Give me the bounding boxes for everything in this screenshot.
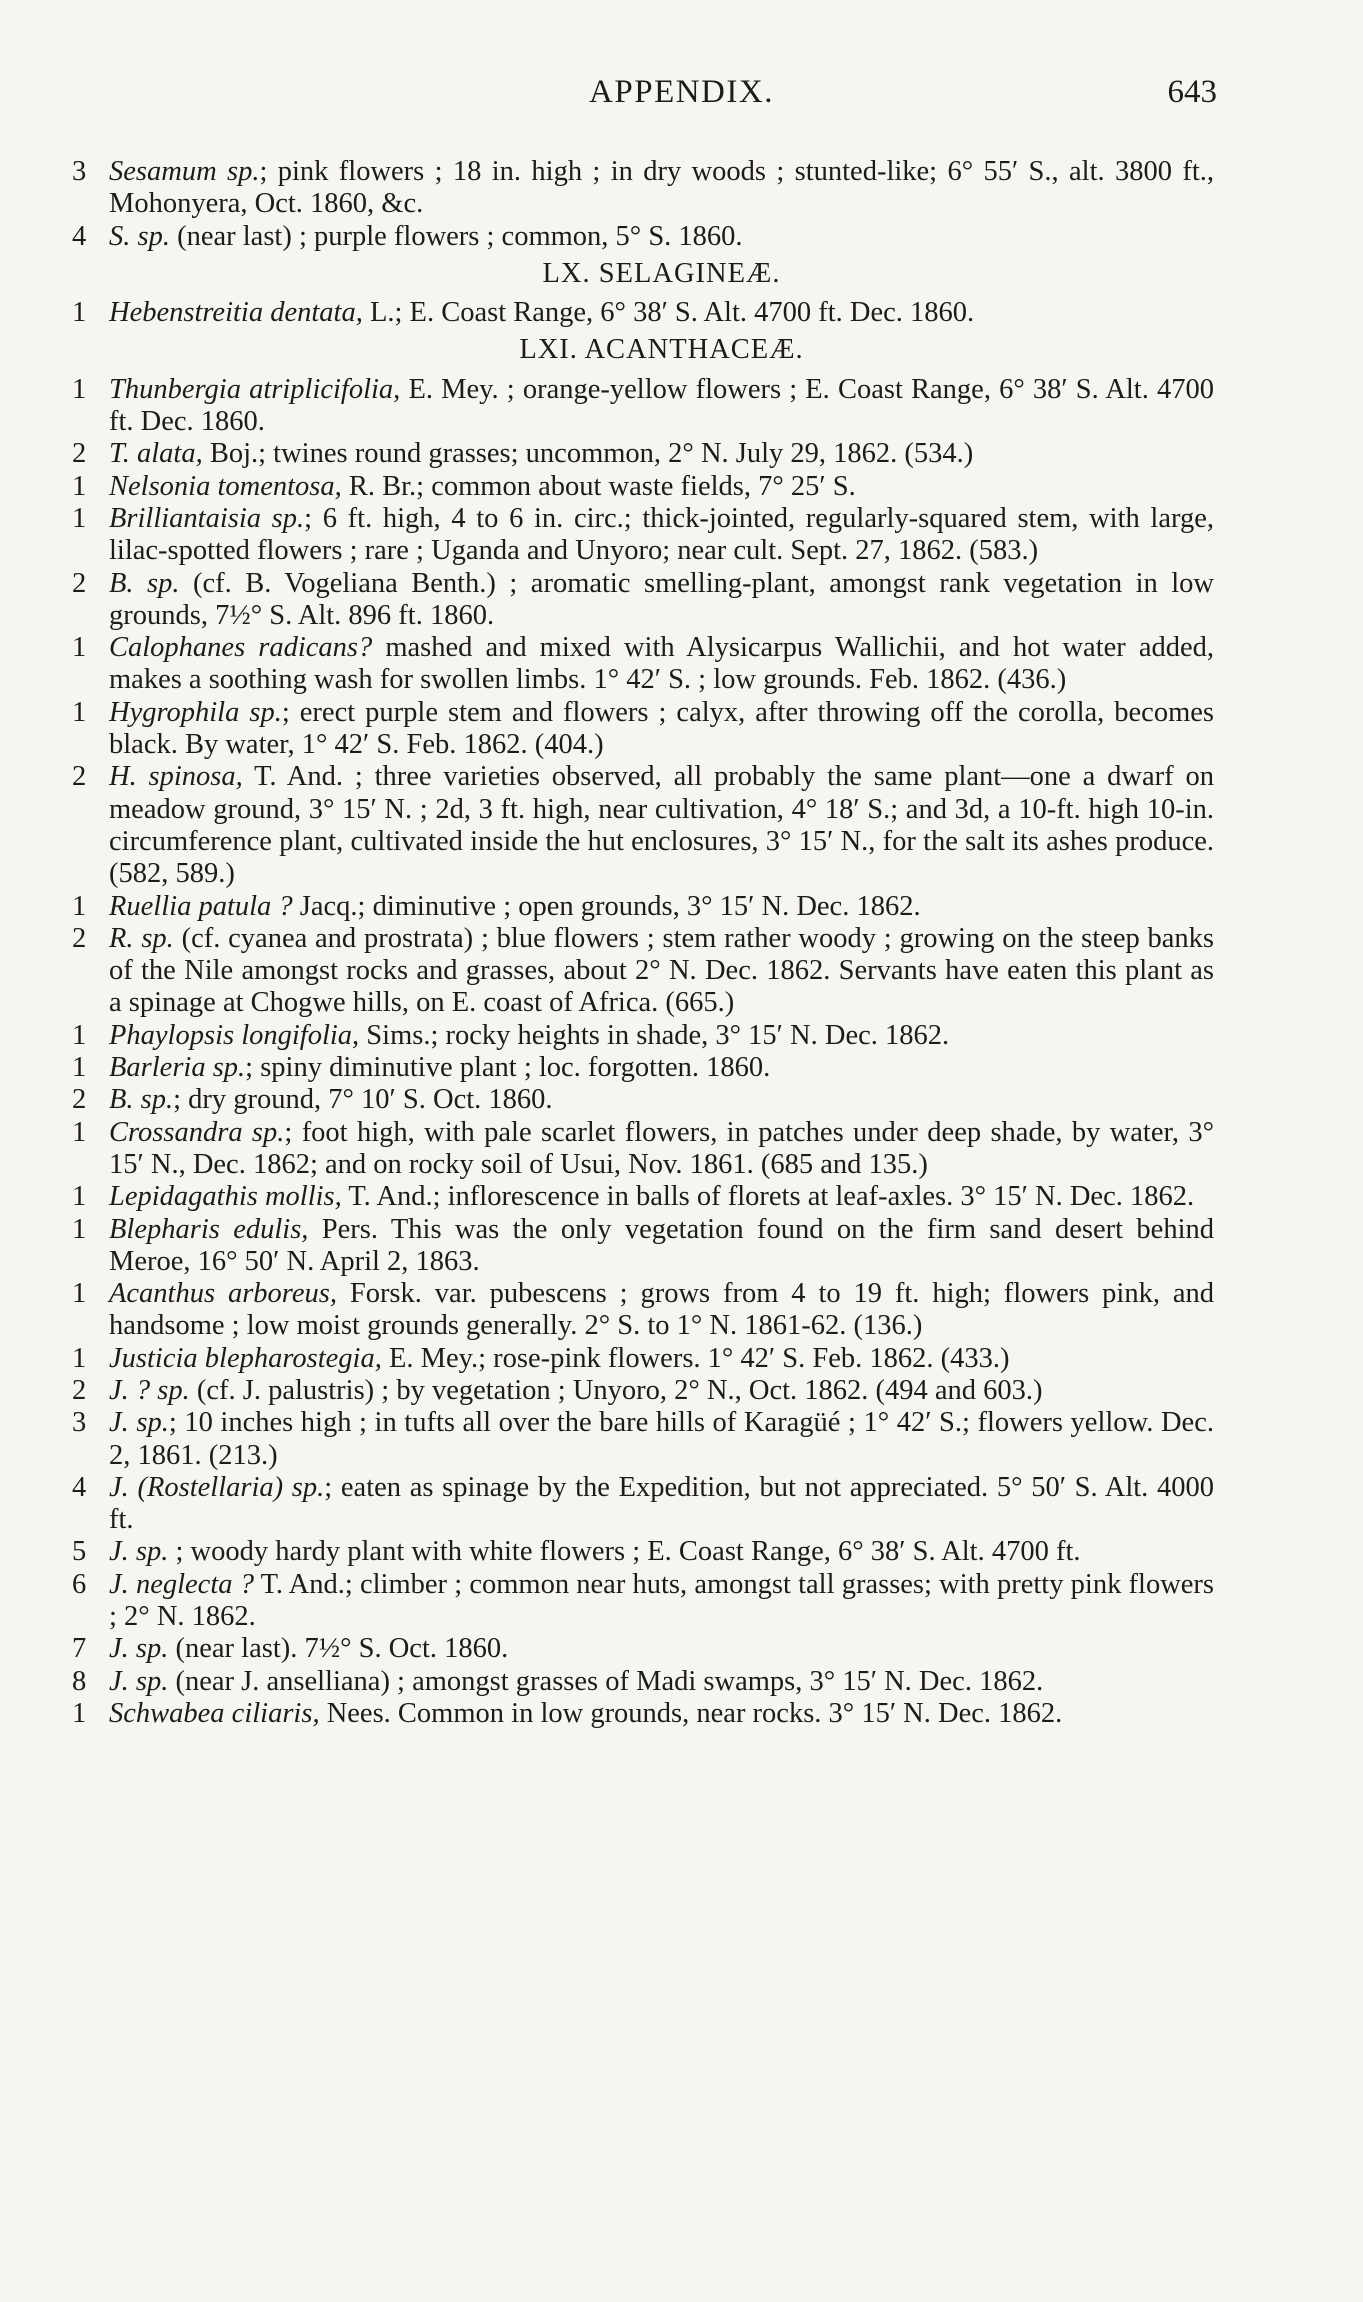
entry-number: 6	[72, 1568, 87, 1600]
entry-description: ; eaten as spinage by the Expedition, but not appreciated. 5° 50′ S. Alt. 4000 ft.	[109, 1471, 1214, 1536]
catalogue-entry	[64, 221, 1214, 253]
entry-number: 7	[72, 1633, 87, 1665]
catalogue-entry	[64, 471, 1214, 503]
entry-description: ; erect purple stem and flowers ; calyx, after throwing off the corolla, becomes black. By water, 1° 42′ S. Feb. 1862. (404.)	[109, 696, 1214, 761]
species-name: Lepidagathis mollis,	[109, 1181, 342, 1213]
catalogue-entry	[64, 374, 1214, 439]
species-name: Phaylopsis longifolia,	[109, 1019, 360, 1051]
species-name: J. sp.	[109, 1536, 169, 1568]
entry-description: (near J. anselliana) ; amongst grasses of Madi swamps, 3° 15′ N. Dec. 1862.	[168, 1665, 1044, 1697]
species-name: J. sp.	[109, 1633, 169, 1665]
species-name: Acanthus arboreus,	[109, 1278, 337, 1310]
entry-number: 1	[72, 1019, 87, 1051]
catalogue-entry	[64, 1020, 1214, 1052]
entry-description: E. Mey.; rose-pink flowers. 1° 42′ S. Feb. 1862. (433.)	[381, 1342, 1010, 1374]
entry-number: 1	[72, 890, 87, 922]
entry-description: T. And. ; three varieties observed, all probably the same plant—one a dwarf on meadow ground, 3° 15′ N. ; 2d, 3 ft. high, near cultivation, 4° 18′ S.; and 3d, a 10-ft. high 10-in. circumference plant, cultivated inside the hut enclosures, 3° 15′ N., for the salt its ashes produce. (582, 589.)	[109, 761, 1214, 890]
species-name: Justicia blepharostegia,	[109, 1342, 382, 1374]
catalogue-entry	[64, 1181, 1214, 1213]
entry-description: ; dry ground, 7° 10′ S. Oct. 1860.	[173, 1084, 553, 1116]
entry-description: ; 6 ft. high, 4 to 6 in. circ.; thick-jointed, regularly-squared stem, with large, lilac-spotted flowers ; rare ; Uganda and Unyoro; near cult. Sept. 27, 1862. (583.)	[109, 502, 1214, 567]
entry-number: 4	[72, 1471, 87, 1503]
entry-description: Sims.; rocky heights in shade, 3° 15′ N. Dec. 1862.	[359, 1019, 950, 1051]
entry-description: ; woody hardy plant with white flowers ; E. Coast Range, 6° 38′ S. Alt. 4700 ft.	[168, 1536, 1081, 1568]
family-heading: LXI. ACANTHACEÆ.	[519, 334, 804, 366]
catalogue-entry	[64, 297, 1214, 329]
entry-number: 2	[72, 567, 87, 599]
catalogue-entry	[64, 1666, 1214, 1698]
species-name: J. ? sp.	[109, 1374, 190, 1406]
species-name: H. spinosa,	[109, 761, 243, 793]
catalogue-entry	[64, 438, 1214, 470]
entry-number: 1	[72, 373, 87, 405]
entry-number: 1	[72, 696, 87, 728]
entry-description: ; pink flowers ; 18 in. high ; in dry woods ; stunted-like; 6° 55′ S., alt. 3800 ft., Mohonyera, Oct. 1860, &c.	[109, 156, 1214, 220]
catalogue-entry	[64, 1052, 1214, 1084]
entry-number: 4	[72, 220, 87, 252]
species-name: Thunbergia atriplicifolia,	[109, 373, 401, 405]
species-name: Brilliantaisia sp.	[109, 502, 305, 534]
catalogue-entry	[64, 1472, 1214, 1537]
entry-number: 8	[72, 1665, 87, 1697]
catalogue-entry	[64, 632, 1214, 697]
species-name: Ruellia patula ?	[109, 890, 293, 922]
species-name: B. sp.	[109, 567, 180, 599]
entry-description: (near last) ; purple flowers ; common, 5° S. 1860.	[169, 220, 743, 252]
species-name: Hebenstreitia dentata,	[109, 297, 363, 329]
species-name: Sesamum sp.	[109, 156, 260, 187]
family-heading: LX. SELAGINEÆ.	[542, 257, 781, 289]
entry-number: 1	[72, 1697, 87, 1729]
species-name: T. alata,	[109, 438, 203, 470]
entry-description: mashed and mixed with Alysicarpus Wallichii, and hot water added, makes a soothing wash for swollen limbs. 1° 42′ S. ; low grounds. Feb. 1862. (436.)	[109, 632, 1214, 696]
species-name: J. neglecta ?	[109, 1568, 254, 1600]
entry-description: E. Mey. ; orange-yellow flowers ; E. Coast Range, 6° 38′ S. Alt. 4700 ft. Dec. 1860.	[109, 373, 1214, 438]
catalogue-entry	[64, 1278, 1214, 1343]
species-name: Crossandra sp.	[109, 1116, 285, 1148]
catalogue-entry	[64, 697, 1214, 762]
entry-number: 1	[72, 1278, 87, 1310]
running-head: APPENDIX.	[589, 74, 774, 110]
catalogue-entry	[64, 568, 1214, 633]
species-name: B. sp.	[109, 1084, 174, 1116]
catalogue-entry	[64, 1084, 1214, 1116]
species-name: Calophanes radicans?	[109, 632, 373, 664]
entry-number: 1	[72, 470, 87, 502]
entry-number: 1	[72, 632, 87, 664]
entry-description: Forsk. var. pubescens ; grows from 4 to 19 ft. high; flowers pink, and handsome ; low moist grounds generally. 2° S. to 1° N. 1861-62. (136.)	[109, 1278, 1214, 1342]
species-name: Blepharis edulis,	[109, 1213, 309, 1245]
entry-number: 3	[72, 1407, 87, 1439]
entry-number: 2	[72, 761, 87, 793]
entry-number: 1	[72, 1116, 87, 1148]
species-name: J. (Rostellaria) sp.	[109, 1471, 325, 1503]
entry-number: 5	[72, 1536, 87, 1568]
entry-description: T. And.; climber ; common near huts, amongst tall grasses; with pretty pink flowers ; 2° N. 1862.	[109, 1568, 1215, 1633]
catalogue-entry	[64, 1343, 1214, 1375]
entry-description: Pers. This was the only vegetation found on the firm sand desert behind Meroe, 16° 50′ N. April 2, 1863.	[109, 1213, 1215, 1277]
entry-number: 1	[72, 297, 87, 329]
species-name: Hygrophila sp.	[109, 696, 282, 728]
entry-description: ; spiny diminutive plant ; loc. forgotten. 1860.	[245, 1052, 771, 1084]
entry-description: T. And.; inflorescence in balls of florets at leaf-axles. 3° 15′ N. Dec. 1862.	[341, 1181, 1195, 1213]
entry-description: Nees. Common in low grounds, near rocks. 3° 15′ N. Dec. 1862.	[319, 1697, 1063, 1729]
species-name: J. sp.	[109, 1407, 169, 1439]
catalogue-entry	[64, 1407, 1214, 1472]
page-number: 643	[1167, 74, 1217, 110]
entry-description: (cf. cyanea and prostrata) ; blue flowers ; stem rather woody ; growing on the steep banks of the Nile amongst rocks and grasses, about 2° N. Dec. 1862. Servants have eaten this plant as a spinage at Chogwe hills, on E. coast of Africa. (665.)	[109, 922, 1214, 1019]
entry-description: (near last). 7½° S. Oct. 1860.	[168, 1633, 509, 1665]
entry-description: Jacq.; diminutive ; open grounds, 3° 15′ N. Dec. 1862.	[292, 890, 921, 922]
entry-number: 1	[72, 1181, 87, 1213]
plant-catalogue	[64, 156, 1214, 1730]
catalogue-entry	[64, 1536, 1214, 1568]
catalogue-entry	[64, 891, 1214, 923]
entry-description: (cf. J. palustris) ; by vegetation ; Unyoro, 2° N., Oct. 1862. (494 and 603.)	[189, 1374, 1043, 1406]
catalogue-entry	[64, 1633, 1214, 1665]
entry-description: ; 10 inches high ; in tufts all over the bare hills of Karagüé ; 1° 42′ S.; flowers yellow. Dec. 2, 1861. (213.)	[109, 1407, 1214, 1471]
catalogue-entry	[64, 923, 1214, 1020]
catalogue-entry	[64, 1214, 1214, 1279]
entry-number: 3	[72, 156, 87, 187]
entry-number: 1	[72, 1052, 87, 1084]
species-name: S. sp.	[109, 220, 170, 252]
entry-description: (cf. B. Vogeliana Benth.) ; aromatic smelling-plant, amongst rank vegetation in low grounds, 7½° S. Alt. 896 ft. 1860.	[109, 567, 1214, 631]
entry-description: L.; E. Coast Range, 6° 38′ S. Alt. 4700 ft. Dec. 1860.	[362, 297, 975, 329]
entry-description: ; foot high, with pale scarlet flowers, in patches under deep shade, by water, 3° 15′ N., Dec. 1862; and on rocky soil of Usui, Nov. 1861. (685 and 135.)	[109, 1116, 1214, 1180]
catalogue-entry	[64, 761, 1214, 890]
entry-number: 2	[72, 1374, 87, 1406]
catalogue-entry	[64, 1569, 1214, 1634]
entry-number: 1	[72, 1213, 87, 1245]
species-name: Barleria sp.	[109, 1052, 246, 1084]
catalogue-entry	[64, 156, 1214, 221]
entry-number: 1	[72, 502, 87, 534]
entry-description: R. Br.; common about waste fields, 7° 25′ S.	[341, 470, 856, 502]
entry-number: 2	[72, 922, 87, 954]
species-name: Schwabea ciliaris,	[109, 1697, 320, 1729]
entry-number: 2	[72, 1084, 87, 1116]
catalogue-entry	[64, 1117, 1214, 1182]
species-name: R. sp.	[109, 922, 174, 954]
entry-description: Boj.; twines round grasses; uncommon, 2° N. July 29, 1862. (534.)	[202, 438, 974, 470]
species-name: Nelsonia tomentosa,	[109, 470, 342, 502]
catalogue-entry	[64, 503, 1214, 568]
entry-number: 1	[72, 1342, 87, 1374]
entry-number: 2	[72, 438, 87, 470]
species-name: J. sp.	[109, 1665, 169, 1697]
page-header	[0, 70, 1363, 120]
catalogue-entry	[64, 1375, 1214, 1407]
catalogue-entry	[64, 1698, 1214, 1730]
